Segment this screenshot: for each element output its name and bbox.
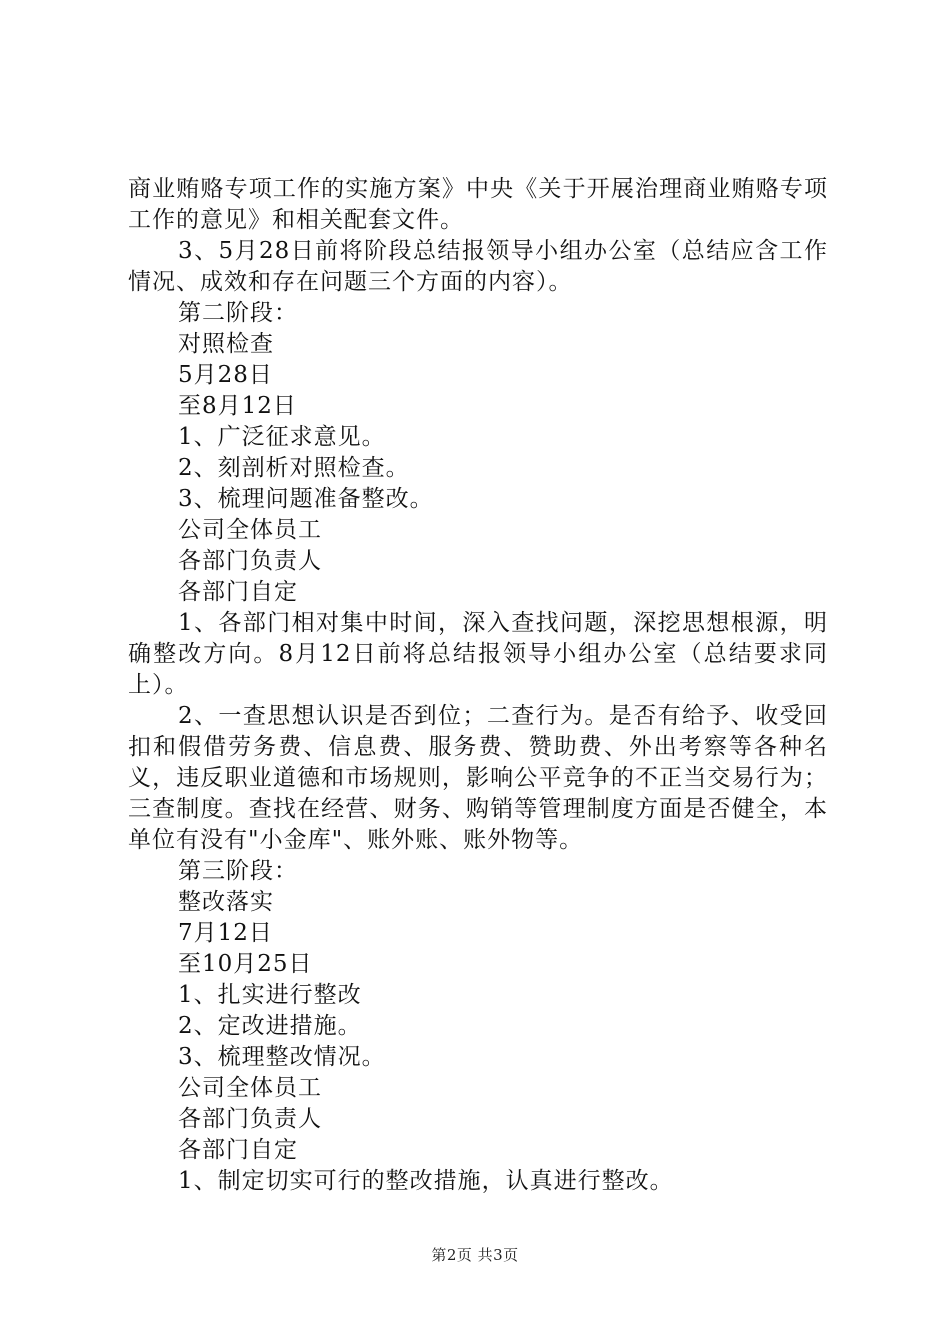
stage-start-date: 5月28日: [178, 362, 273, 388]
paragraph: 2、一查思想认识是否到位；二查行为。是否有给予、收受回扣和假借劳务费、信息费、服务费、赞助费、外出考察等各种名义，违反职业道德和市场规则，影响公平竞争的不正当交易行为；三查制度。查找在经营、财务、购销等管理制度方面是否健全，本单位有没有"小金库"、账外账、账外物等。: [128, 703, 828, 853]
stage-start-date: 7月12日: [178, 920, 273, 946]
stage-end-date: 至10月25日: [178, 951, 313, 977]
responsible-party: 公司全体员工: [178, 517, 322, 543]
stage-end-date: 至8月12日: [178, 393, 297, 419]
list-item: 1、广泛征求意见。: [178, 424, 386, 450]
paragraph: 1、各部门相对集中时间，深入查找问题，深挖思想根源，明确整改方向。8月12日前将总结报领导小组办公室（总结要求同上）。: [128, 610, 828, 698]
page-indicator: 第2页 共3页: [431, 1246, 519, 1264]
paragraph: 3、5月28日前将阶段总结报领导小组办公室（总结应含工作情况、成效和存在问题三个方面的内容）。: [128, 238, 828, 295]
stage-name: 整改落实: [178, 889, 274, 915]
list-item: 2、刻剖析对照检查。: [178, 455, 410, 481]
document-body: [128, 174, 828, 1197]
list-item: 2、定改进措施。: [178, 1013, 362, 1039]
paragraph: 1、制定切实可行的整改措施，认真进行整改。: [178, 1168, 674, 1194]
responsible-party: 公司全体员工: [178, 1075, 322, 1101]
list-item: 1、扎实进行整改: [178, 982, 362, 1008]
stage-name: 对照检查: [178, 331, 274, 357]
schedule-note: 各部门自定: [178, 1137, 298, 1163]
stage-heading: 第三阶段：: [178, 858, 298, 884]
stage-heading: 第二阶段：: [178, 300, 298, 326]
list-item: 3、梳理整改情况。: [178, 1044, 386, 1070]
paragraph-continuation: 商业贿赂专项工作的实施方案》中央《关于开展治理商业贿赂专项工作的意见》和相关配套文件。: [128, 176, 828, 233]
list-item: 3、梳理问题准备整改。: [178, 486, 434, 512]
responsible-party: 各部门负责人: [178, 1106, 322, 1132]
responsible-party: 各部门负责人: [178, 548, 322, 574]
schedule-note: 各部门自定: [178, 579, 298, 605]
page-footer: [0, 1244, 950, 1265]
